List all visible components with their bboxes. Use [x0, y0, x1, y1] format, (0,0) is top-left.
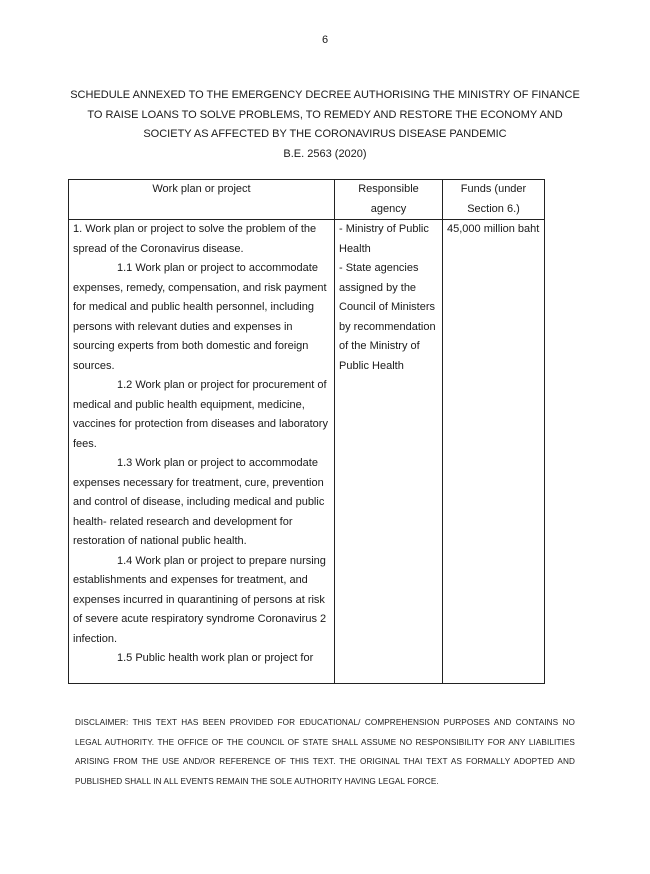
responsible-agency-cell — [335, 220, 443, 684]
header-responsible-agency: Responsible agency — [335, 180, 443, 220]
work-plan-item: 1.3 Work plan or project to accommodate expenses necessary for treatment, cure, prevention and control of disease, including medical and public health- related research and development for restoration of national public health. — [73, 457, 325, 547]
table-header-row — [69, 180, 545, 220]
work-plan-item: 1.4 Work plan or project to prepare nursing establishments and expenses for treatment, and expenses incurred in quarantining of persons at risk of severe acute respiratory syndrome Coronavirus 2 infection. — [73, 554, 327, 645]
heading-line: B.E. 2563 (2020) — [283, 147, 367, 160]
heading-line: SOCIETY AS AFFECTED BY THE CORONAVIRUS DISEASE PANDEMIC — [143, 128, 507, 140]
heading-line: SCHEDULE ANNEXED TO THE EMERGENCY DECREE AUTHORISING THE MINISTRY OF FINANCE — [70, 89, 580, 101]
table-row — [69, 220, 545, 684]
work-plan-main-item: 1. Work plan or project to solve the problem of the spread of the Coronavirus disease. — [73, 223, 317, 255]
header-funds: Funds (under Section 6.) — [443, 180, 545, 220]
heading-line: TO RAISE LOANS TO SOLVE PROBLEMS, TO REMEDY AND RESTORE THE ECONOMY AND — [87, 108, 563, 121]
disclaimer: DISCLAIMER: THIS TEXT HAS BEEN PROVIDED FOR EDUCATIONAL/ COMPREHENSION PURPOSES AND CONTAINS NO LEGAL AUTHORITY. THE OFFICE OF THE COUNCIL OF STATE SHALL ASSUME NO RESPONSIBILITY FOR ANY LIABILITIES ARISING FROM THE USE AND/OR REFERENCE OF THIS TEXT. THE ORIGINAL THAI TEXT AS FORMALLY ADOPTED AND PUBLISHED SHALL IN ALL EVENTS REMAIN THE SOLE AUTHORITY HAVING LEGAL FORCE. — [75, 718, 575, 786]
document-heading — [60, 86, 590, 164]
funds-cell: 45,000 million baht — [443, 220, 545, 684]
work-plan-item: 1.1 Work plan or project to accommodate expenses, remedy, compensation, and risk payment for medical and public health personnel, including persons with relevant duties and expenses in sourcing experts from both domestic and foreign sources. — [73, 262, 327, 372]
agency-line: - State agencies assigned by the Council of Ministers by recommendation of the Ministry of Public Health — [339, 262, 436, 372]
agency-line: - Ministry of Public Health — [339, 223, 429, 255]
header-work-plan: Work plan or project — [69, 180, 335, 220]
work-plan-item: 1.5 Public health work plan or project for — [117, 652, 314, 664]
work-plan-cell — [69, 220, 335, 684]
work-plan-item: 1.2 Work plan or project for procurement of medical and public health equipment, medicine, vaccines for protection from diseases and laboratory fees. — [73, 379, 328, 450]
schedule-table — [68, 179, 545, 684]
page-number: 6 — [321, 34, 329, 46]
